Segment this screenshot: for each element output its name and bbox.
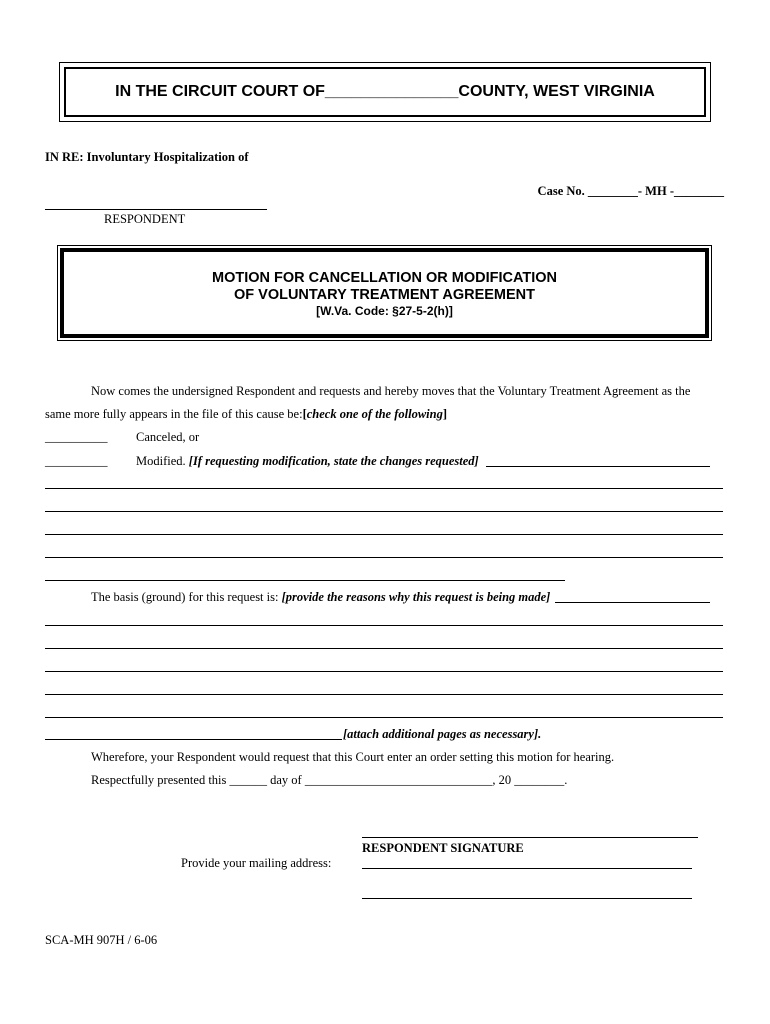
mailing-address-line[interactable] <box>362 898 692 899</box>
wherefore-paragraph: Wherefore, your Respondent would request that this Court enter an order setting this motion for hearing. <box>91 750 615 764</box>
motion-paragraph-line1: Now comes the undersigned Respondent and requests and hereby moves that the Voluntary Treatment Agreement as the <box>91 384 691 398</box>
canceled-checkbox-blank[interactable]: __________ <box>45 430 108 444</box>
bracket-open: [ <box>302 407 307 421</box>
check-instruction: check one of the following <box>306 407 443 421</box>
basis-label <box>91 590 550 605</box>
mailing-address-label: Provide your mailing address: <box>181 856 332 870</box>
presented-date-line[interactable]: Respectfully presented this ______ day of ______________________________, 20 ________. <box>91 773 568 787</box>
modified-checkbox-blank[interactable]: __________ <box>45 454 108 468</box>
basis-line[interactable] <box>45 671 723 672</box>
basis-line[interactable] <box>45 739 342 740</box>
court-header-suffix: COUNTY, WEST VIRGINIA <box>458 83 655 100</box>
signature-line[interactable] <box>362 837 698 838</box>
mailing-address-line[interactable] <box>362 868 692 869</box>
modified-option-text: Modified. <box>136 454 189 468</box>
attach-pages-note: [attach additional pages as necessary]. <box>343 727 542 741</box>
motion-title-box <box>57 245 712 341</box>
motion-paragraph-line2 <box>45 407 447 422</box>
motion-paragraph-text: same more fully appears in the file of this cause be: <box>45 407 303 421</box>
modification-line[interactable] <box>45 488 723 489</box>
court-header-prefix: IN THE CIRCUIT COURT OF <box>115 83 325 100</box>
in-re-heading: IN RE: Involuntary Hospitalization of <box>45 150 249 164</box>
case-number: Case No. ________- MH -________ <box>537 184 724 198</box>
signature-label: RESPONDENT SIGNATURE <box>362 841 524 855</box>
modification-line[interactable] <box>45 557 723 558</box>
basis-text: The basis (ground) for this request is: <box>91 590 282 604</box>
canceled-option-label: Canceled, or <box>136 430 200 444</box>
basis-line[interactable] <box>45 717 723 718</box>
motion-title-line2: OF VOLUNTARY TREATMENT AGREEMENT <box>233 287 535 303</box>
basis-line[interactable] <box>45 625 723 626</box>
modified-option-label <box>136 454 479 469</box>
bracket-close: ] <box>442 407 448 421</box>
statute-citation: [W.Va. Code: §27-5-2(h)] <box>316 304 453 318</box>
modification-instruction: [If requesting modification, state the changes requested] <box>188 454 479 468</box>
modification-field-line[interactable] <box>486 466 710 467</box>
court-header <box>64 67 706 117</box>
basis-instruction: [provide the reasons why this request is being made] <box>281 590 551 604</box>
respondent-name-line <box>45 209 267 210</box>
basis-field-line[interactable] <box>555 602 710 603</box>
court-header-box <box>59 62 711 122</box>
motion-title-line1: MOTION FOR CANCELLATION OR MODIFICATION <box>211 270 557 286</box>
form-id: SCA-MH 907H / 6-06 <box>45 933 158 947</box>
modification-line[interactable] <box>45 580 565 581</box>
county-blank: _______________ <box>324 83 459 100</box>
basis-line[interactable] <box>45 694 723 695</box>
modification-line[interactable] <box>45 534 723 535</box>
motion-title <box>60 248 709 338</box>
basis-line[interactable] <box>45 648 723 649</box>
respondent-label: RESPONDENT <box>104 212 186 226</box>
modification-line[interactable] <box>45 511 723 512</box>
